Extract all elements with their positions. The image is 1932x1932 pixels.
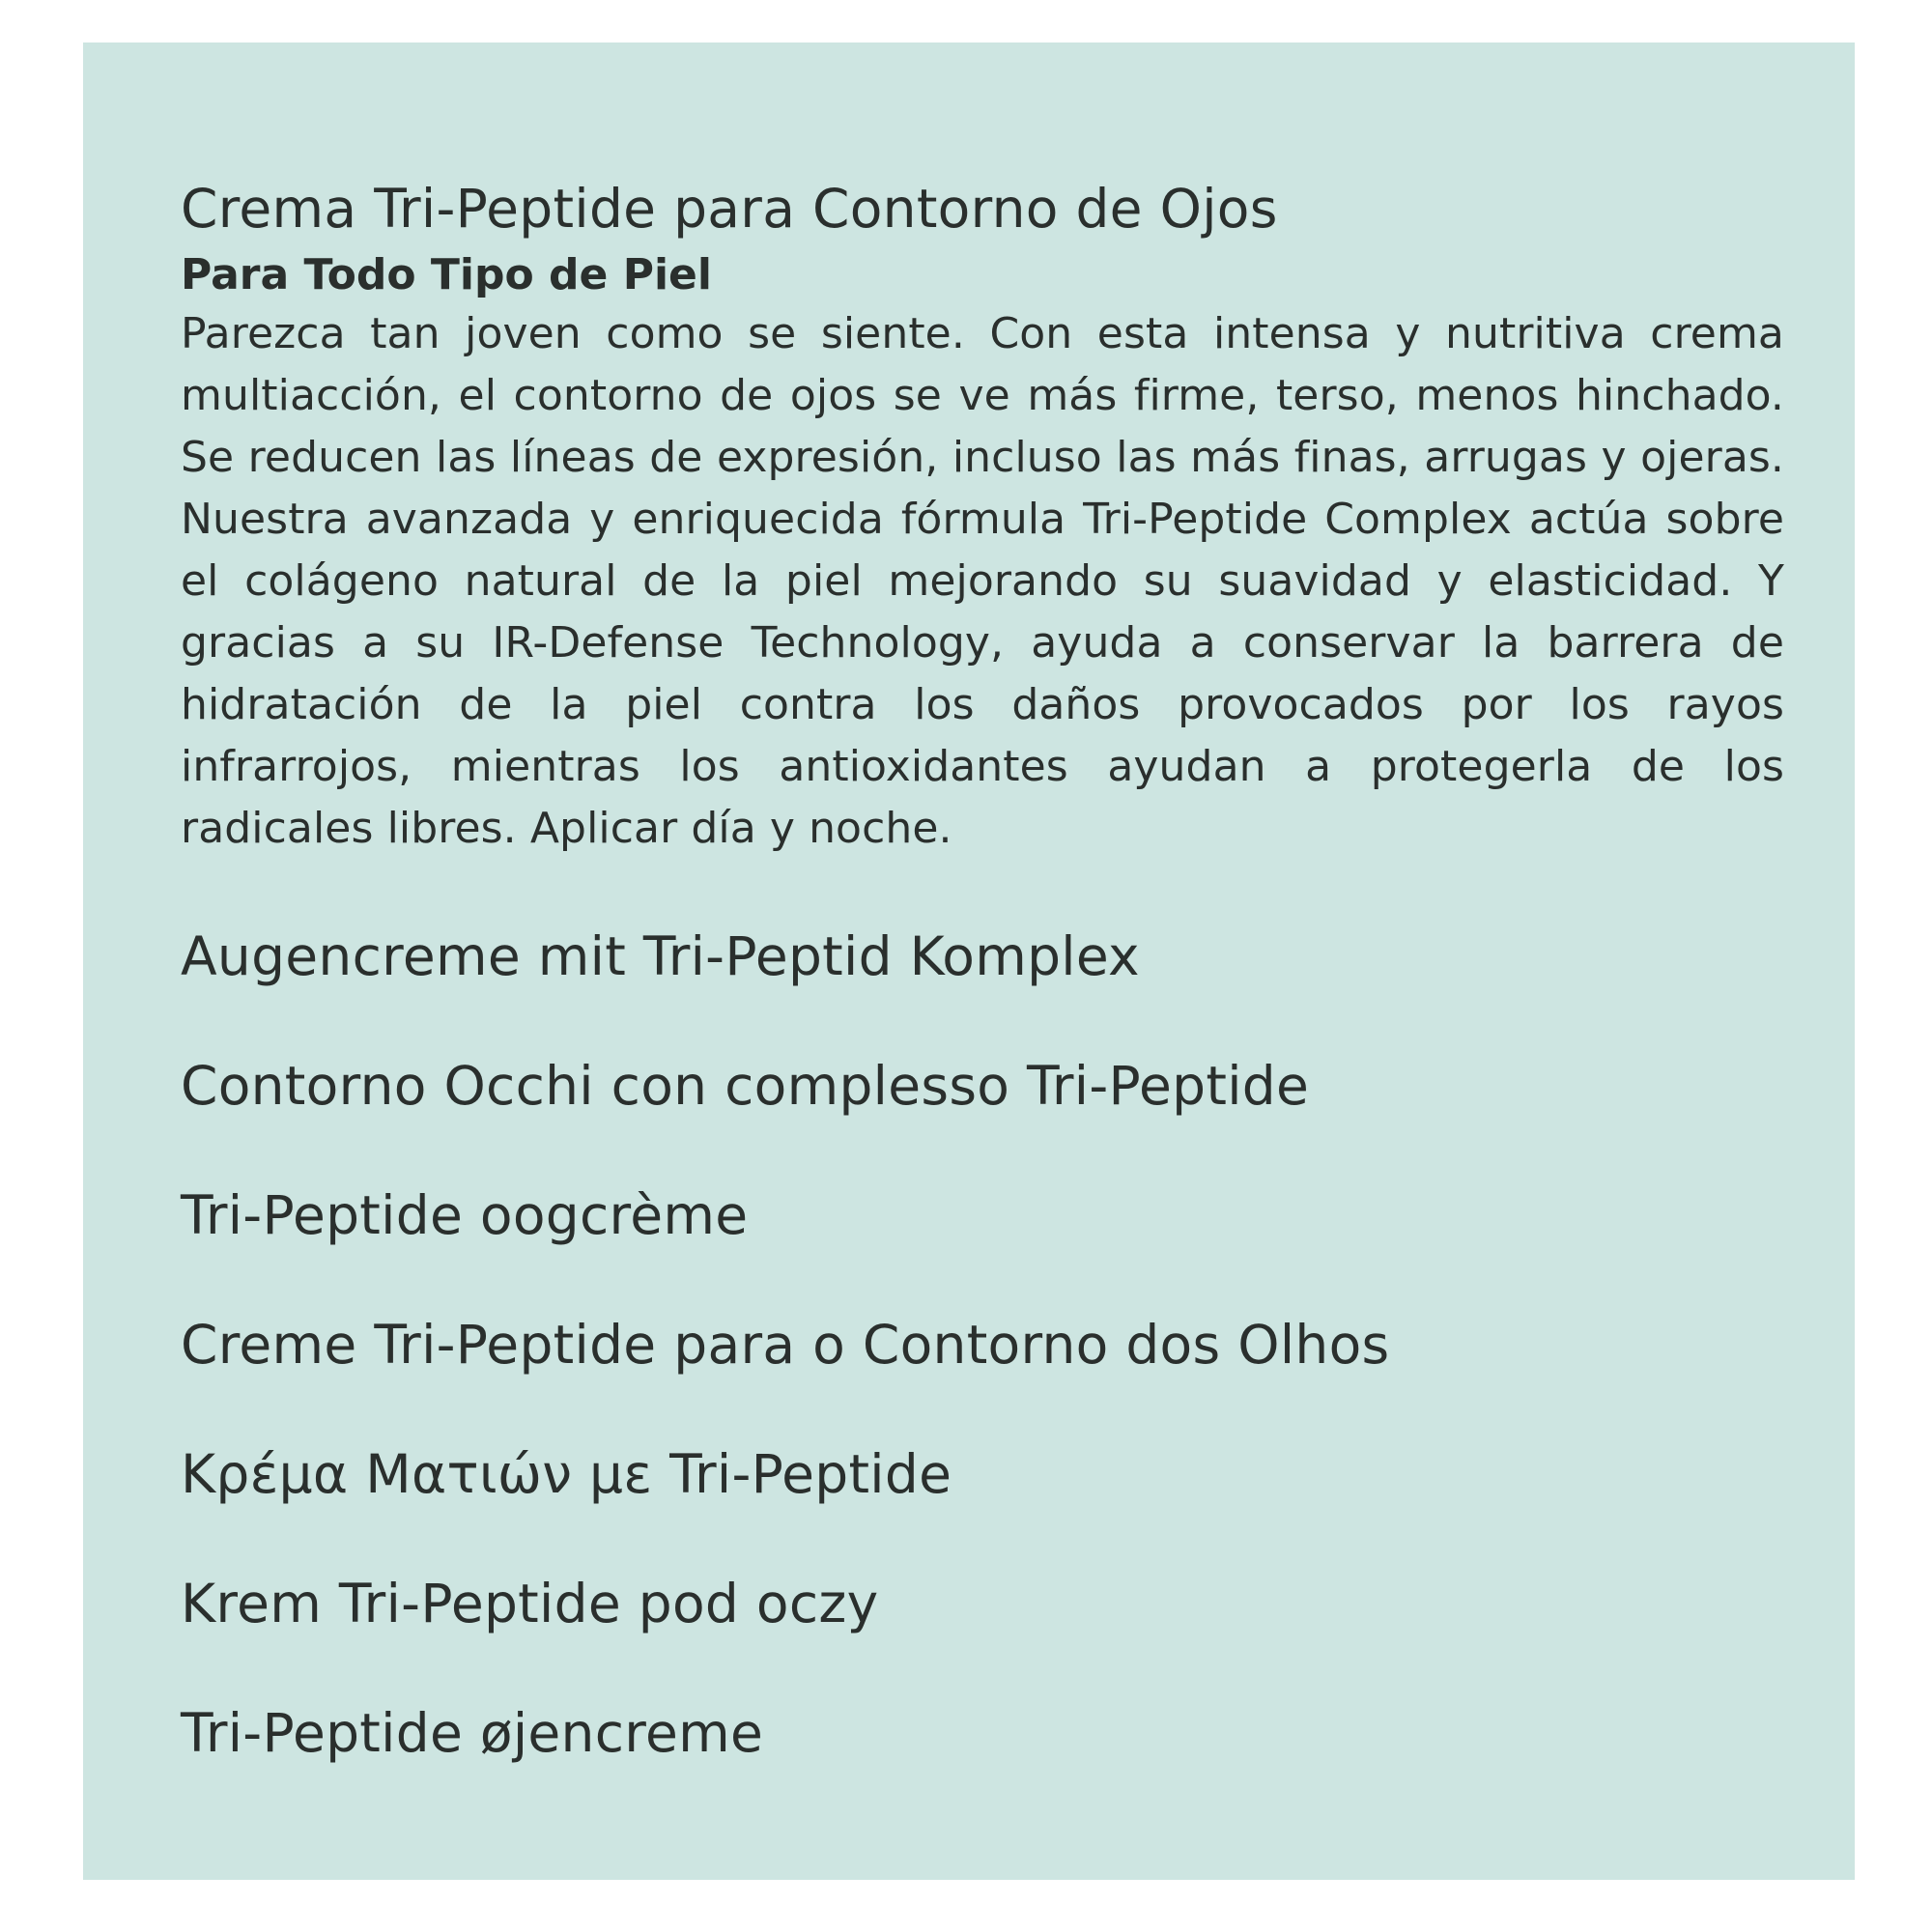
translated-names-list — [181, 925, 1784, 1764]
product-name-italian: Contorno Occhi con complesso Tri-Peptide — [181, 1055, 1310, 1117]
label-content — [181, 178, 1784, 1832]
product-name-greek: Κρέμα Ματιών με Tri-Peptide — [181, 1443, 952, 1505]
product-name-german: Augencreme mit Tri-Peptid Komplex — [181, 925, 1140, 987]
product-name-dutch: Tri-Peptide oogcrème — [181, 1184, 749, 1246]
product-name-polish: Krem Tri-Peptide pod oczy — [181, 1573, 879, 1634]
label-panel — [83, 43, 1855, 1880]
product-name-portuguese: Creme Tri-Peptide para o Contorno dos Olhos — [181, 1314, 1390, 1376]
product-name-danish: Tri-Peptide øjencreme — [181, 1702, 764, 1764]
product-description: Parezca tan joven como se siente. Con esta intensa y nutritiva crema multiacción, el contorno de ojos se ve más firme, terso, menos hinchado. Se reducen las líneas de expresión, incluso las más finas, arrugas y ojeras. Nuestra avanzada y enriquecida fórmula Tri-Peptide Complex actúa sobre el colágeno natural de la piel mejorando su suavidad y elasticidad. Y gracias a su IR-Defense Technology, ayuda a conservar la barrera de hidratación de la piel contra los daños provocados por los rayos infrarrojos, mientras los antioxidantes ayudan a protegerla de los radicales libres. Aplicar día y noche. — [181, 309, 1784, 853]
product-title-spanish: Crema Tri-Peptide para Contorno de Ojos — [181, 178, 1278, 240]
skin-type-subtitle: Para Todo Tipo de Piel — [181, 250, 712, 299]
